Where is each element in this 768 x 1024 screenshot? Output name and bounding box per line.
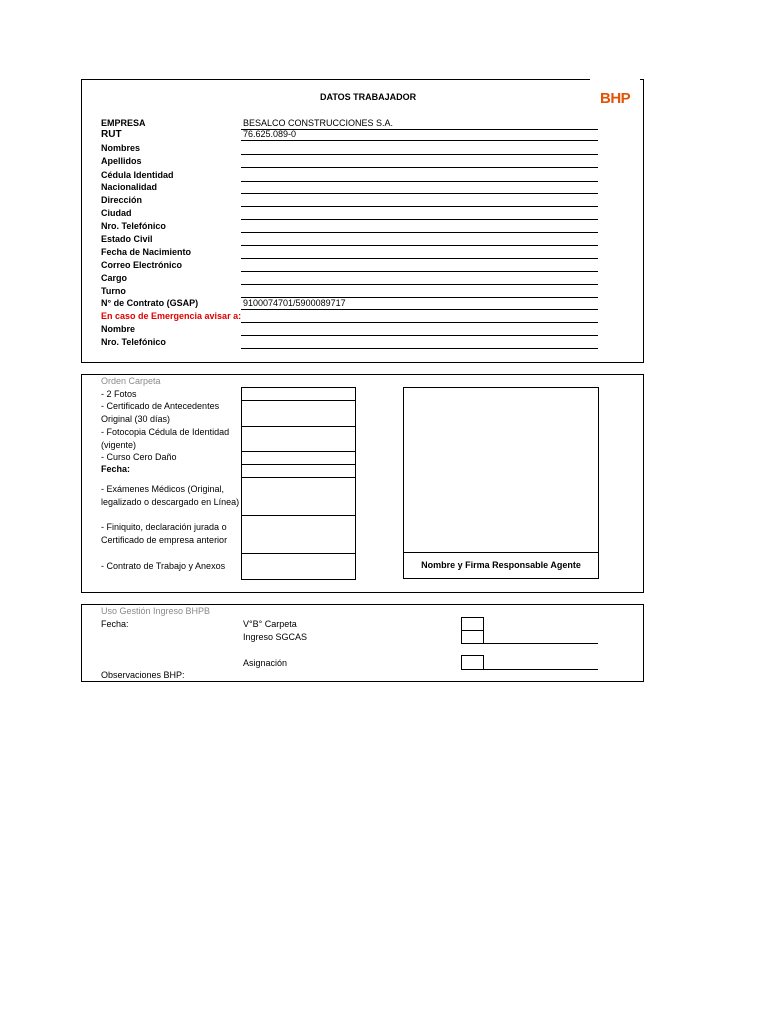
vb-carpeta-checkbox[interactable] bbox=[461, 617, 484, 631]
field-label: EMPRESA bbox=[101, 118, 146, 128]
checklist-item-cont: (vigente) bbox=[101, 440, 137, 450]
field-label: Fecha de Nacimiento bbox=[101, 247, 192, 257]
field-underline bbox=[241, 258, 598, 259]
checklist-item-cont: Certificado de empresa anterior bbox=[101, 535, 228, 545]
checklist-checkbox[interactable] bbox=[241, 387, 356, 401]
field-underline bbox=[241, 206, 598, 207]
checklist-item: - Contrato de Trabajo y Anexos bbox=[101, 561, 226, 571]
checklist-item: - 2 Fotos bbox=[101, 389, 137, 399]
checklist-checkbox[interactable] bbox=[241, 464, 356, 478]
field-label: En caso de Emergencia avisar a: bbox=[101, 311, 242, 321]
section-title: DATOS TRABAJADOR bbox=[320, 92, 417, 102]
field-label: Nombre bbox=[101, 324, 136, 334]
field-value[interactable]: BESALCO CONSTRUCCIONES S.A. bbox=[243, 118, 394, 128]
checklist-item-cont: Original (30 días) bbox=[101, 414, 171, 424]
field-underline bbox=[241, 348, 598, 349]
checklist-checkbox[interactable] bbox=[241, 553, 356, 580]
checklist-item: - Finiquito, declaración jurada o bbox=[101, 522, 227, 532]
signature-box[interactable] bbox=[403, 387, 599, 553]
field-label: Nacionalidad bbox=[101, 182, 158, 192]
field-label: RUT bbox=[101, 129, 122, 140]
asignacion-line bbox=[484, 669, 598, 670]
checklist-checkbox[interactable] bbox=[241, 426, 356, 452]
ingreso-sgcas-line bbox=[484, 643, 598, 644]
checklist-checkbox[interactable] bbox=[241, 515, 356, 554]
field-underline bbox=[241, 140, 598, 141]
field-label: Apellidos bbox=[101, 156, 142, 166]
field-value[interactable]: 9100074701/5900089717 bbox=[243, 298, 346, 308]
checklist-item: - Curso Cero Daño bbox=[101, 452, 177, 462]
field-underline bbox=[241, 154, 598, 155]
field-label: Correo Electrónico bbox=[101, 260, 183, 270]
field-label: Estado Civil bbox=[101, 234, 153, 244]
field-underline bbox=[241, 219, 598, 220]
checklist-item-cont: legalizado o descargado en Línea) bbox=[101, 497, 240, 507]
field-label: Dirección bbox=[101, 195, 143, 205]
ingreso-sgcas-label: Ingreso SGCAS bbox=[243, 632, 308, 642]
field-label: Ciudad bbox=[101, 208, 132, 218]
field-underline bbox=[241, 181, 598, 182]
field-underline bbox=[241, 271, 598, 272]
vb-carpeta-label: V°B° Carpeta bbox=[243, 619, 297, 629]
checklist-checkbox[interactable] bbox=[241, 451, 356, 465]
asignacion-checkbox[interactable] bbox=[461, 655, 484, 670]
field-label: Nombres bbox=[101, 143, 141, 153]
field-label: N° de Contrato (GSAP) bbox=[101, 298, 199, 308]
field-label: Nro. Telefónico bbox=[101, 337, 166, 347]
bhp-logo: BHP bbox=[600, 90, 631, 107]
field-underline bbox=[241, 284, 598, 285]
orden-carpeta-title: Orden Carpeta bbox=[101, 376, 161, 386]
observaciones-label: Observaciones BHP: bbox=[101, 670, 185, 680]
checklist-checkbox[interactable] bbox=[241, 477, 356, 516]
signature-label: Nombre y Firma Responsable Agente bbox=[421, 560, 581, 570]
checklist-item: - Fotocopia Cédula de Identidad bbox=[101, 427, 230, 437]
field-value[interactable]: 76.625.089-0 bbox=[243, 129, 297, 139]
uso-gestion-title: Uso Gestión Ingreso BHPB bbox=[101, 606, 211, 616]
field-underline bbox=[241, 309, 598, 310]
checklist-item: - Certificado de Antecedentes bbox=[101, 401, 220, 411]
field-label: Nro. Telefónico bbox=[101, 221, 166, 231]
asignacion-label: Asignación bbox=[243, 658, 288, 668]
fecha-label: Fecha: bbox=[101, 619, 129, 629]
checklist-checkbox[interactable] bbox=[241, 400, 356, 427]
checklist-item: - Exámenes Médicos (Original, bbox=[101, 484, 225, 494]
ingreso-sgcas-checkbox[interactable] bbox=[461, 630, 484, 644]
field-underline bbox=[241, 193, 598, 194]
field-underline bbox=[241, 322, 598, 323]
field-underline bbox=[241, 232, 598, 233]
field-label: Cargo bbox=[101, 273, 128, 283]
checklist-item: Fecha: bbox=[101, 464, 131, 474]
field-underline bbox=[241, 167, 598, 168]
field-label: Cédula Identidad bbox=[101, 170, 174, 180]
field-label: Turno bbox=[101, 286, 126, 296]
field-underline bbox=[241, 335, 598, 336]
field-underline bbox=[241, 245, 598, 246]
